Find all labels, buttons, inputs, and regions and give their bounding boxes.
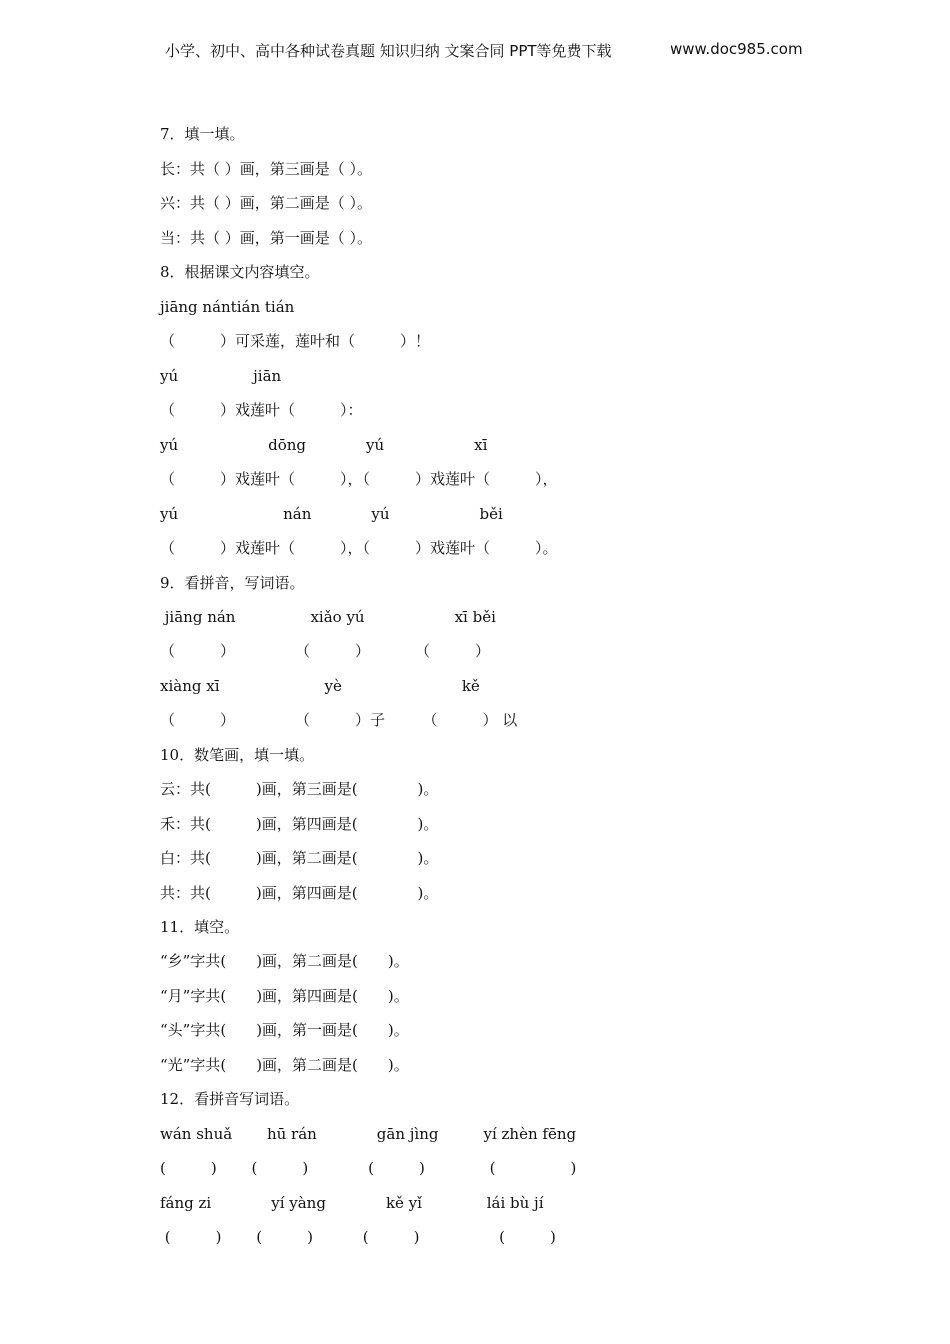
- pinyin-line: wán shuǎ hū rán gān jìng yí zhèn fēng: [160, 1125, 577, 1143]
- question-8-title: 8．根据课文内容填空。: [160, 263, 320, 281]
- question-11-title: 11．填空。: [160, 918, 240, 936]
- question-line: “月”字共( )画，第四画是( )。: [160, 987, 409, 1005]
- question-line: 长：共（ ）画，第三画是（ ）。: [160, 160, 373, 178]
- question-7-title: 7．填一填。: [160, 125, 245, 143]
- header-text: 小学、初中、高中各种试卷真题 知识归纳 文案合同 PPT等免费下载: [165, 42, 612, 60]
- question-line: “头”字共( )画，第一画是( )。: [160, 1021, 409, 1039]
- pinyin-line: yú jiān: [160, 367, 282, 385]
- pinyin-line: yú dōng yú xī: [160, 436, 488, 454]
- question-line: 禾：共( )画，第四画是( )。: [160, 815, 439, 833]
- pinyin-line: jiāng nán xiǎo yú xī běi: [160, 608, 496, 626]
- pinyin-line: jiāng nántián tián: [160, 298, 295, 316]
- blank-line: （ ）可采莲，莲叶和（ ）！: [160, 332, 431, 350]
- pinyin-line: yú nán yú běi: [160, 505, 503, 523]
- header-site-link[interactable]: www.doc985.com: [670, 40, 803, 58]
- question-line: “光”字共( )画，第二画是( )。: [160, 1056, 409, 1074]
- question-12-title: 12．看拼音写词语。: [160, 1090, 300, 1108]
- blank-line: ( ) ( ) ( ) ( ): [160, 1159, 577, 1177]
- question-line: 兴：共（ ）画，第二画是（ ）。: [160, 194, 373, 212]
- pinyin-line: xiàng xī yè kě: [160, 677, 480, 695]
- page-header: [0, 40, 950, 62]
- blank-line: ( ) ( ) ( ) ( ): [160, 1228, 556, 1246]
- question-line: “乡”字共( )画，第二画是( )。: [160, 952, 409, 970]
- question-line: 白：共( )画，第二画是( )。: [160, 849, 439, 867]
- blank-line: （ ）戏莲叶（ ），（ ）戏莲叶（ ），: [160, 470, 558, 488]
- question-line: 共：共( )画，第四画是( )。: [160, 884, 439, 902]
- question-line: 云：共( )画，第三画是( )。: [160, 780, 439, 798]
- question-10-title: 10．数笔画，填一填。: [160, 746, 315, 764]
- blank-line: （ ） （ ） （ ）: [160, 642, 491, 660]
- question-9-title: 9．看拼音，写词语。: [160, 574, 305, 592]
- pinyin-line: fáng zi yí yàng kě yǐ lái bù jí: [160, 1194, 544, 1212]
- blank-line: （ ）戏莲叶（ ），（ ）戏莲叶（ ）。: [160, 539, 558, 557]
- blank-line: （ ） （ ）子 （ ） 以: [160, 711, 518, 729]
- blank-line: （ ）戏莲叶（ ）：: [160, 401, 363, 419]
- question-line: 当：共（ ）画，第一画是（ ）。: [160, 229, 373, 247]
